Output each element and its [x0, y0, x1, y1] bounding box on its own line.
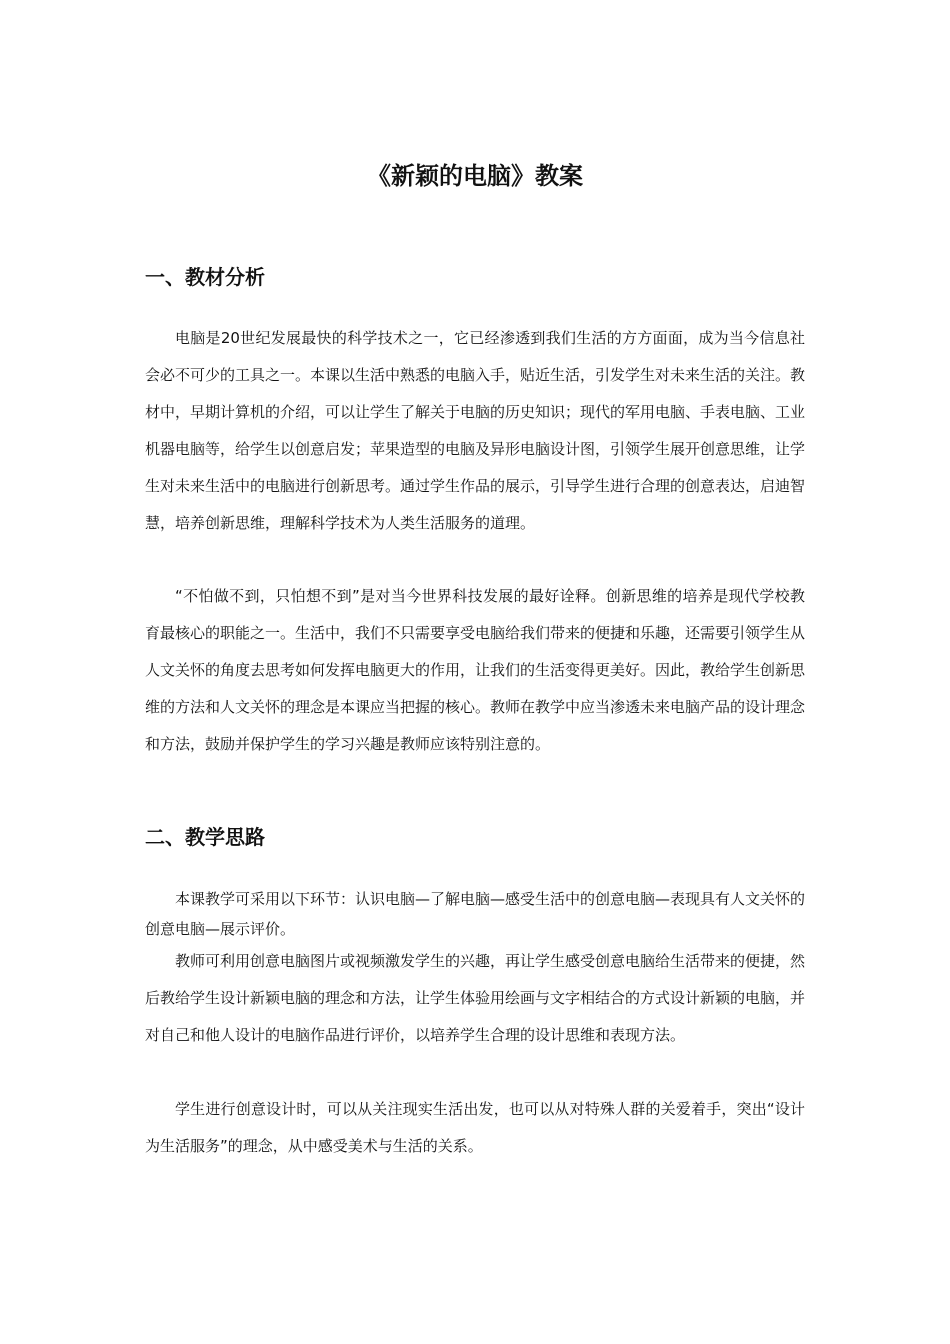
paragraph: “不怕做不到，只怕想不到”是对当今世界科技发展的最好诠释。创新思维的培养是现代学校教育最核心的职能之一。生活中，我们不只需要享受电脑给我们带来的便捷和乐趣，还需要引领学生从人文关怀的角度去思考如何发挥电脑更大的作用，让我们的生活变得更美好。因此，教给学生创新思维的方法和人文关怀的理念是本课应当把握的核心。教师在教学中应当渗透未来电脑产品的设计理念和方法，鼓励并保护学生的学习兴趣是教师应该特别注意的。 — [145, 587, 806, 753]
section-heading-teaching-approach: 二、教学思路 — [145, 825, 265, 849]
section-heading-textbook-analysis: 一、教材分析 — [145, 265, 265, 289]
paragraph: 学生进行创意设计时，可以从关注现实生活出发，也可以从对特殊人群的关爱着手，突出“设计为生活服务”的理念，从中感受美术与生活的关系。 — [145, 1100, 805, 1155]
paragraph: 电脑是20世纪发展最快的科学技术之一，它已经渗透到我们生活的方方面面，成为当今信息社会必不可少的工具之一。本课以生活中熟悉的电脑入手，贴近生活，引发学生对未来生活的关注。教材中，早期计算机的介绍，可以让学生了解关于电脑的历史知识；现代的军用电脑、手表电脑、工业机器电脑等，给学生以创意启发；苹果造型的电脑及异形电脑设计图，引领学生展开创意思维，让学生对未来生活中的电脑进行创新思考。通过学生作品的展示，引导学生进行合理的创意表达，启迪智慧，培养创新思维，理解科学技术为人类生活服务的道理。 — [145, 329, 806, 532]
paragraph: 本课教学可采用以下环节：认识电脑—了解电脑—感受生活中的创意电脑—表现具有人文关怀的创意电脑—展示评价。 — [145, 890, 806, 938]
document-title: 《新颖的电脑》教案 — [367, 162, 583, 190]
paragraph: 教师可利用创意电脑图片或视频激发学生的兴趣，再让学生感受创意电脑给生活带来的便捷，然后教给学生设计新颖电脑的理念和方法，让学生体验用绘画与文字相结合的方式设计新颖的电脑，并对自己和他人设计的电脑作品进行评价，以培养学生合理的设计思维和表现方法。 — [145, 952, 806, 1044]
